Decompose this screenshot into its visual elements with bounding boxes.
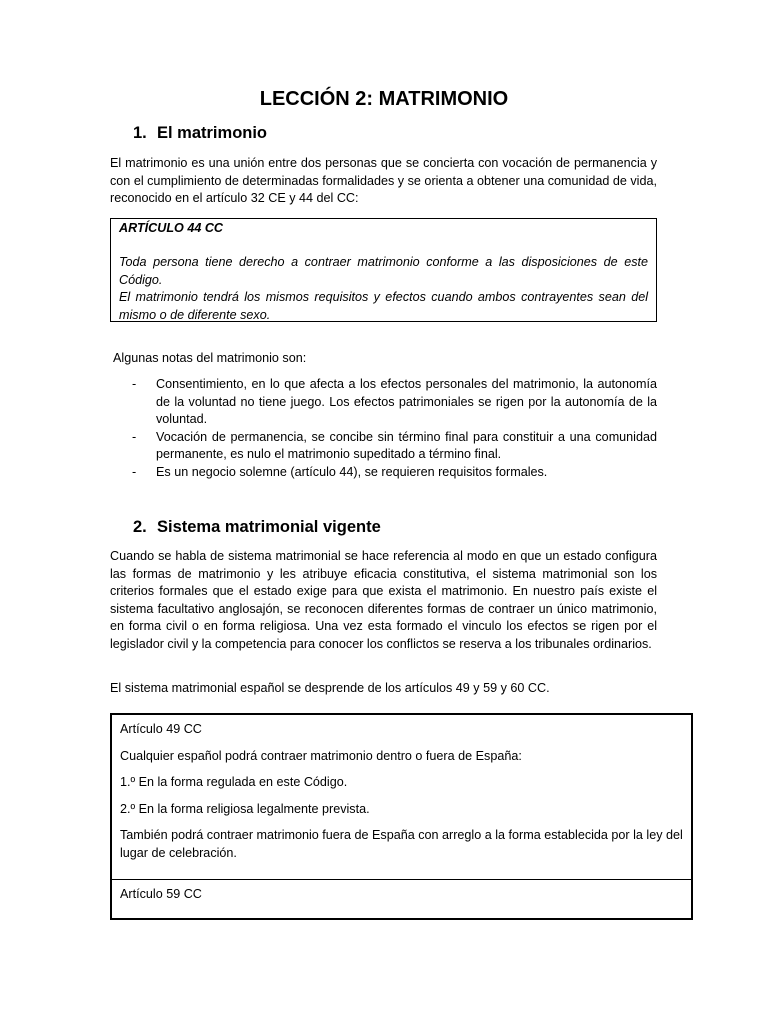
notes-intro: Algunas notas del matrimonio son: — [113, 351, 307, 365]
section-2-paragraph-1: Cuando se habla de sistema matrimonial se hace referencia al modo en que un estado configura las formas de matrimonio y les atribuye eficacia constitutiva, el sistema matrimonial son los criterios formales que el estado exige para que exista el matrimonio. En nuestro país existe el sistema facultativo anglosajón, se reconocen diferentes formas de contraer un único matrimonio, en forma civil o en forma religiosa. Una vez esta formado el vinculo los efectos se rigen por el legislador civil y la competencia para conocer los conflictos se reserva a los tribunales ordinarios. — [110, 549, 657, 651]
section-1-intro: El matrimonio es una unión entre dos personas que se concierta con vocación de permanencia y con el cumplimiento de determinadas formalidades y se orienta a obtener una comunidad de vida, reconocido en el artículo 32 CE y 44 del CC: — [110, 156, 657, 206]
article-49-cell — [112, 715, 691, 880]
page-title: LECCIÓN 2: MATRIMONIO — [259, 88, 509, 110]
articles-table — [110, 713, 693, 920]
section-2-paragraph-2: El sistema matrimonial español se desprende de los artículos 49 y 59 y 60 CC. — [110, 681, 550, 695]
article-44-heading: ARTÍCULO 44 CC — [119, 221, 224, 235]
article-59-cell — [112, 880, 691, 910]
article-49-intro: Cualquier español podrá contraer matrimonio dentro o fuera de España: — [120, 748, 522, 763]
list-item — [132, 464, 657, 482]
article-49-extra: También podrá contraer matrimonio fuera de España con arreglo a la forma establecida por la ley del lugar de celebración. — [120, 828, 683, 860]
bullet-dash: - — [132, 464, 137, 479]
section-2-number: 2. — [133, 518, 147, 536]
note-text: Vocación de permanencia, se concibe sin término final para constituir a una comunidad permanente, es nulo el matrimonio supeditado a término final. — [156, 429, 657, 462]
note-text: Consentimiento, en lo que afecta a los efectos personales del matrimonio, la autonomía de la voluntad no tiene juego. Los efectos patrimoniales se rigen por la autonomía de la voluntad. — [156, 377, 657, 427]
note-text: Es un negocio solemne (artículo 44), se requieren requisitos formales. — [156, 464, 548, 479]
article-49-item-2: 2.º En la forma religiosa legalmente prevista. — [120, 801, 370, 816]
article-44-paragraph-2: El matrimonio tendrá los mismos requisitos y efectos cuando ambos contrayentes sean del mismo o de diferente sexo. — [119, 290, 648, 322]
section-1-number: 1. — [133, 124, 147, 142]
article-44-box — [110, 218, 657, 322]
list-item — [132, 429, 657, 464]
article-49-title: Artículo 49 CC — [120, 722, 202, 736]
bullet-dash: - — [132, 377, 137, 391]
notes-list — [132, 376, 657, 482]
article-49-item-1: 1.º En la forma regulada en este Código. — [120, 775, 348, 790]
section-1-title: El matrimonio — [157, 124, 268, 142]
bullet-dash: - — [132, 429, 137, 444]
list-item — [132, 376, 657, 429]
article-44-paragraph-1: Toda persona tiene derecho a contraer matrimonio conforme a las disposiciones de este Código. — [119, 255, 648, 287]
section-1-heading — [133, 124, 267, 143]
section-2-title: Sistema matrimonial vigente — [157, 518, 381, 536]
article-59-title: Artículo 59 CC — [120, 887, 202, 901]
section-2-heading — [133, 518, 381, 537]
